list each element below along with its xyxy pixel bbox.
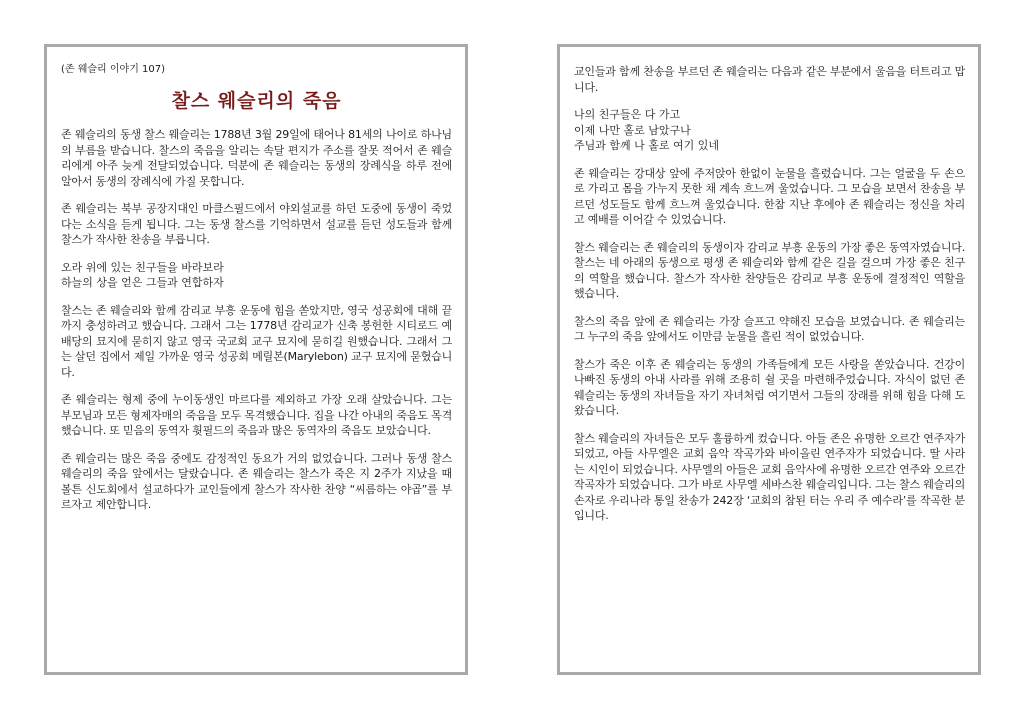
- left-page: [44, 44, 468, 675]
- hymn-verse: [61, 260, 452, 291]
- paragraph: 찰스의 죽음 앞에 존 웨슬리는 가장 슬프고 약해진 모습을 보였습니다. 존 웨슬리는 그 누구의 죽음 앞에서도 이만큼 눈물을 흘린 적이 없었습니다.: [574, 314, 965, 343]
- paragraph: 교인들과 함께 찬송을 부르던 존 웨슬리는 다음과 같은 부분에서 울음을 터트리고 맙니다.: [574, 65, 965, 94]
- paragraph: 존 웨슬리는 많은 죽음 중에도 감정적인 동요가 거의 없었습니다. 그러나 동생 찰스 웨슬리의 죽음 앞에서는 달랐습니다. 존 웨슬리는 찰스가 죽은 지 2주가 지났을 때 볼튼 신도회에서 설교하다가 교인들에게 찰스가 작사한 찬양 “씨름하는 야곱”를 부르자고 제안합니다.: [61, 451, 452, 511]
- paragraph: 찰스 웨슬리의 자녀들은 모두 훌륭하게 컸습니다. 아들 존은 유명한 오르간 연주자가 되었고, 아들 사무엘은 교회 음악 작곡가와 바이올린 연주자가 되었습니다. 딸 사라는 시인이 되었습니다. 사무엘의 아들은 교회 음악사에 유명한 오르간 연주와 오르간 작곡자가 되었습니다. 그가 바로 사무엘 세바스찬 웨슬리입니다. 그는 찰스 웨슬리의 손자로 우리나라 통일 찬송가 242장 ‘교회의 참된 터는 우리 주 예수라’를 작곡한 분입니다.: [574, 431, 965, 522]
- verse-line: 주님과 함께 나 홀로 여기 있네: [574, 139, 719, 152]
- verse-line: 나의 친구들은 다 가고: [574, 108, 681, 121]
- series-label: (존 웨슬리 이야기 107): [61, 64, 166, 75]
- paragraph: 찰스는 존 웨슬리와 함께 감리교 부흥 운동에 힘을 쏟았지만, 영국 성공회에 대해 끝까지 충성하려고 했습니다. 그래서 그는 1778년 감리교가 신축 봉헌한 시티로드 예배당의 묘지에 묻히지 않고 영국 국교회 교구 묘지에 묻히길 원했습니다. 그래서 그는 살던 집에서 제일 가까운 영국 성공회 메릴본(Marylebon) 교구 묘지에 묻혔습니다.: [61, 303, 452, 379]
- paragraph: 찰스가 죽은 이후 존 웨슬리는 동생의 가족들에게 모든 사랑을 쏟았습니다. 건강이 나빠진 동생의 아내 사라를 위해 조용히 쉴 곳을 마련해주었습니다. 자식이 없던 존 웨슬리는 동생의 자녀들을 자기 자녀처럼 여기면서 그들의 장래를 위해 힘을 다해 도왔습니다.: [574, 357, 965, 417]
- right-page: [557, 44, 981, 675]
- verse-line: 이제 나만 홀로 남았구나: [574, 123, 691, 137]
- page-title: 찰스 웨슬리의 죽음: [171, 90, 342, 112]
- paragraph: 존 웨슬리는 형제 중에 누이동생인 마르다를 제외하고 가장 오래 살았습니다. 그는 부모님과 모든 형제자매의 죽음을 모두 목격했습니다. 집을 나간 아내의 죽음도 목격했습니다. 또 믿음의 동역자 휫필드의 죽음과 많은 동역자의 죽음도 보았습니다.: [61, 393, 452, 437]
- verse-line: 오라 위에 있는 친구들을 바라보라: [61, 260, 224, 274]
- paragraph: 존 웨슬리는 북부 공장지대인 마클스필드에서 야외설교를 하던 도중에 동생이 죽었다는 소식을 듣게 됩니다. 그는 동생 찰스를 기억하면서 설교를 듣던 성도들과 함께 찰스가 작사한 찬송을 부릅니다.: [61, 202, 452, 246]
- paragraph: 존 웨슬리의 동생 찰스 웨슬리는 1788년 3월 29일에 태어나 81세의 나이로 하나님의 부름을 받습니다. 찰스의 죽음을 알리는 속달 편지가 주소를 잘못 적어서 존 웨슬리에게 아주 늦게 전달되었습니다. 덕분에 존 웨슬리는 동생의 장례식을 하루 전에 알아서 동생의 장례식에 가질 못합니다.: [61, 128, 452, 188]
- paragraph: 찰스 웨슬리는 존 웨슬리의 동생이자 감리교 부흥 운동의 가장 좋은 동역자였습니다. 찰스는 네 아래의 동생으로 평생 존 웨슬리와 함께 같은 길을 걸으며 가장 좋은 친구의 역할을 했습니다. 찰스가 작사한 찬양들은 감리교 부흥 운동에 결정적인 역할을 했습니다.: [574, 240, 965, 300]
- hymn-verse: [574, 107, 965, 154]
- paragraph: 존 웨슬리는 강대상 앞에 주저앉아 한없이 눈물을 흘렸습니다. 그는 얼굴을 두 손으로 가리고 몸을 가누지 못한 채 계속 흐느껴 울었습니다. 그 모습을 보면서 찬송을 부르던 성도들도 함께 흐느껴 울었습니다. 한참 지난 후에야 존 웨슬리는 정신을 차리고 예배를 이어갈 수 있었습니다.: [574, 166, 965, 226]
- verse-line: 하늘의 상을 얻은 그들과 연합하자: [61, 276, 224, 289]
